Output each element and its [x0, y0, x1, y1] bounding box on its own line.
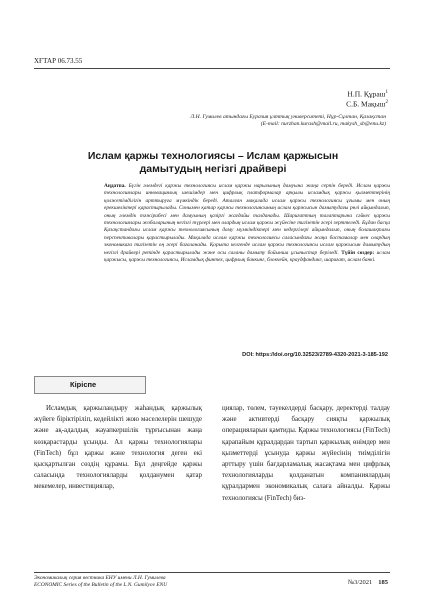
article-title — [68, 150, 358, 176]
issue-number: №3/2021 — [347, 579, 373, 586]
journal-name — [34, 575, 167, 589]
intro-heading: Кіріспе — [70, 380, 97, 389]
classification-code: ХҒТАР 06.73.55 — [34, 57, 83, 65]
body-column-right — [222, 403, 390, 504]
footer-rule — [34, 572, 390, 573]
body-paragraph: циялар, төлем, тәуекелдерді басқару, деректерді талдау және активтерді басқару сияқты қаржылық операцияларын қамтиды. Қаржы технологиясы (FinTech) қарапайым құралдардан тартып қаржылық өнімдер мен қызметтерді ұсынуда қаржы жүйесінің тиімділігін арттыру үшін бағдарламалық жасақтама мен цифрлық технологияларды қолданатын компаниялардың құралдармен экономикалық салаға айналды. Қаржы технологиясы (FinTech) биз- — [222, 405, 390, 502]
keywords-label: Түйін сөздер: — [341, 249, 375, 256]
body-column-left — [34, 403, 202, 493]
author-2 — [268, 98, 388, 110]
doi-link[interactable]: DOI: https://doi.org/10.32523/2789-4320-2021-3-185-192 — [242, 352, 388, 358]
abstract-text: Бүгін әлемдегі қаржы технологиясы ислам қаржы нарығының дамуына жаңа серпін береді. Ислам қаржы технологиялары инновациялық шешімдер мен цифрлық платформалар арқылы исламдық қаржы қызметтерінің қолжетімділігін арттыруға мүмкіндік береді. Аталған мақалада ислам қаржы технологиясы ұғымы мен оның ерекшеліктері қарастырылады. Сонымен қатар қаржы технологиясының ислам қаржысын дамытудағы рөлі айқындалып, оның әлемдік тәжірибесі мен дамуының қазіргі жағдайы талданады. Шариғаттың талаптарына сәйкес қаржы технологиялары жобаларының негізгі түрлері мен олардың ислам қаржы жүйесіне тигізетін әсері зерттеледі. Бұдан басқа Қазақстандағы ислам қаржы технологиясының даму мүмкіндіктері мен кедергілері айқындалып, оның болашақтағы перспективалары қарастырылады. Мақалада ислам қаржы технологиясы саласындағы жаңа бастамалар мен олардың экономикаға тигізетін оң әсері бағаланады. Қорыта келгенде ислам қаржы технологиясы ислам қаржысын дамытудың негізгі драйвері ретінде қарастырылады және осы саланы дамыту бойынша ұсыныстар беріледі. — [104, 183, 390, 256]
affiliation — [150, 114, 386, 128]
author-name: С.Б. Мақыш — [346, 99, 386, 109]
author-superscript: 2 — [385, 100, 388, 105]
affiliation-email: (E-mail: nurzhan.kurash@mail.ru, makysh_sb@enu.kz) — [260, 121, 386, 128]
journal-name-line-2: ECONOMIC Series of the Bulletin of the L.N. Gumilyov ENU — [34, 582, 168, 588]
page-number: 185 — [378, 579, 388, 586]
issue-and-page — [348, 579, 388, 586]
affiliation-line: Л.Н. Гумилев атындағы Еуразия ұлттық университеті, Нұр-Сұлтан, Қазақстан — [190, 114, 386, 120]
author-name: Н.П. Құраш — [347, 89, 386, 99]
title-line-2: дамытудың негізгі драйвері — [139, 163, 287, 175]
title-line-1: Ислам қаржы технологиясы – Ислам қаржысын — [87, 150, 339, 162]
header-rule — [34, 68, 390, 69]
journal-name-line-1: Экономикалық серия вестника ЕНУ имени Л.Н. Гумилева — [34, 575, 166, 581]
keywords: ислам қаржысы, қаржы технологиясы, Исламдық финтех, цифрлық банкинг, блокчейн, краудфандинг, шариғат, ислам банкі. — [104, 249, 390, 264]
abstract-label: Аңдатпа. — [104, 183, 126, 189]
body-paragraph: Исламдық қаржыландыру жаһандық қаржылық жүйеге біріктіріліп, кедейлікті жою мәселелерін шешуде және ақ-адалдық жауапкершілік тұрғысынан жаңа көзқарастарды ұсынды. Ал қаржы технологиялары (FinTech) бұл қаржы және технология деген екі қысқартылған сөздің құрамы. Бұл деңгейде қаржы саласында технологияларды қолданумен қатар мекемелер, инвестициялар, — [34, 405, 202, 491]
abstract — [104, 183, 390, 264]
author-superscript: 1 — [385, 90, 388, 95]
